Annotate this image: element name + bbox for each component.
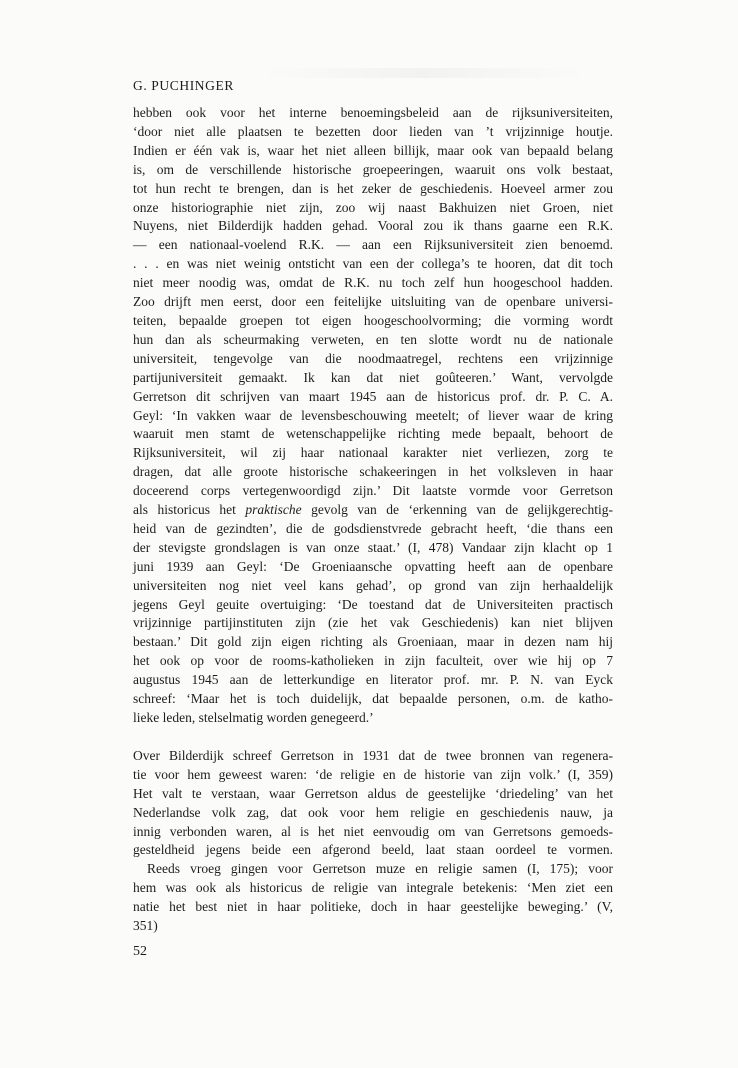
- text-line: niet meer noodig was, omdat de R.K. nu toch zelf hun hoogeschool hadden.: [133, 275, 613, 291]
- page-number: 52: [133, 944, 147, 959]
- text-line: Nuyens, niet Bilderdijk hadden gehad. Vooral zou ik thans gaarne een R.K.: [133, 218, 613, 234]
- text-run: gevolg van de ‘erkenning van de gelijkgerechtig-: [301, 502, 613, 518]
- text-line: ‘door niet alle plaatsen te bezetten door lieden van ’t vrijzinnige houtje.: [133, 123, 613, 139]
- text-line: vrijzinnige partijinstituten zijn (zie het vak Geschiedenis) kan niet blijven: [133, 615, 613, 631]
- text-line: Over Bilderdijk schreef Gerretson in 1931 dat de twee bronnen van regenera-: [133, 747, 613, 763]
- text-line: universiteiten nog niet veel kans gehad’, op grond van zijn herhaaldelijk: [133, 577, 613, 593]
- text-line: is, om de verschillende historische groepeeringen, waaruit ons volk bestaat,: [133, 161, 613, 177]
- text-line: Nederlandse volk zag, dat ook voor hem religie en geschiedenis nauw, ja: [133, 804, 613, 820]
- text-run: als historicus het: [133, 502, 246, 518]
- text-line: het ook op voor de rooms-katholieken in zijn faculteit, over wie hij op 7: [133, 653, 613, 669]
- running-head: G. PUCHINGER: [133, 78, 234, 93]
- text-line: lieke leden, stelselmatig worden genegeerd.’: [133, 710, 374, 725]
- text-line: hebben ook voor het interne benoemingsbeleid aan de rijksuniversiteiten,: [133, 105, 613, 120]
- text-line: 351): [133, 918, 158, 934]
- text-line: Indien er één vak is, waar het niet alleen billijk, maar ook van bepaald belang: [133, 142, 613, 158]
- text-line: tot hun recht te brengen, dan is het zeker de geschiedenis. Hoeveel armer zou: [133, 180, 613, 196]
- text-line: natie het best niet in haar politieke, doch in haar geestelijke beweging.’ (V,: [133, 899, 613, 915]
- text-line: hun dan als scheurmaking verweten, en ten slotte wordt nu de nationale: [133, 331, 613, 347]
- text-line: partijuniversiteit gemaakt. Ik kan dat niet goûteeren.’ Want, vervolgde: [133, 369, 613, 385]
- text-line: juni 1939 aan Geyl: ‘De Groeniaansche opvatting heeft aan de openbare: [133, 558, 613, 574]
- text-line: tie voor hem geweest waren: ‘de religie en de historie van zijn volk.’ (I, 359): [133, 766, 613, 782]
- text-line: universiteit, tengevolge van die noodmaatregel, rechtens een vrijzinnige: [133, 350, 613, 366]
- text-line: doceerend corps vertegenwoordigd zijn.’ Dit laatste vormde voor Gerretson: [133, 483, 613, 499]
- italic-word: praktische: [245, 502, 302, 518]
- text-line: . . . en was niet weinig ontsticht van een der collega’s te hooren, dat dit toch: [133, 256, 613, 272]
- text-line: teiten, bepaalde groepen tot eigen hoogeschoolvorming; die vorming wordt: [133, 312, 613, 328]
- text-line: waaruit men stamt de wetenschappelijke richting mede bepaalt, behoort de: [133, 426, 613, 442]
- text-line: dragen, dat alle groote historische schakeeringen in het volksleven in haar: [133, 464, 613, 480]
- text-line: Reeds vroeg gingen voor Gerretson muze en religie samen (I, 175); voor: [147, 861, 613, 877]
- text-line: Zoo drijft men eerst, door een feitelijke uitsluiting van de openbare universi-: [133, 294, 613, 310]
- text-line: innig verbonden waren, al is het niet eenvoudig om van Gerretsons gemoeds-: [133, 823, 613, 839]
- text-line: Geyl: ‘In vakken waar de levensbeschouwing meetelt; of liever waar de kring: [133, 407, 613, 423]
- body-text: [133, 104, 613, 936]
- text-line: gesteldheid jegens beide een afgerond beeld, laat staan oordeel te vormen.: [133, 842, 613, 858]
- text-line: Rijksuniversiteit, wil zij haar nationaal karakter niet verliezen, zorg te: [133, 445, 613, 461]
- text-line: heid van de gezindten’, die de godsdienstvrede gebracht heeft, ‘die thans een: [133, 520, 613, 536]
- text-line: Het valt te verstaan, waar Gerretson aldus de geestelijke ‘driedeling’ van het: [133, 785, 613, 801]
- text-line-with-italic: [133, 501, 613, 520]
- bleed-through-shadow: [258, 68, 588, 78]
- text-line: schreef: ‘Maar het is toch duidelijk, dat bepaalde personen, o.m. de katho-: [133, 691, 613, 707]
- text-line: augustus 1945 aan de letterkundige en literator prof. mr. P. N. van Eyck: [133, 672, 613, 688]
- text-line: jegens Geyl geuite overtuiging: ‘De toestand dat de Universiteiten practisch: [133, 596, 613, 612]
- text-line: bestaan.’ Dit gold zijn eigen richting als Groeniaan, maar in dezen nam hij: [133, 634, 613, 650]
- text-line: hem was ook als historicus de religie van integrale betekenis: ‘Men ziet een: [133, 880, 613, 896]
- text-line: der stevigste grondslagen is van onze staat.’ (I, 478) Vandaar zijn klacht op 1: [133, 539, 613, 555]
- text-line: Gerretson dit schrijven van maart 1945 aan de historicus prof. dr. P. C. A.: [133, 388, 613, 404]
- text-line: — een nationaal-voelend R.K. — aan een Rijksuniversiteit zien benoemd.: [133, 237, 613, 253]
- text-line: onze historiographie niet zijn, zoo wij naast Bakhuizen niet Groen, niet: [133, 199, 613, 215]
